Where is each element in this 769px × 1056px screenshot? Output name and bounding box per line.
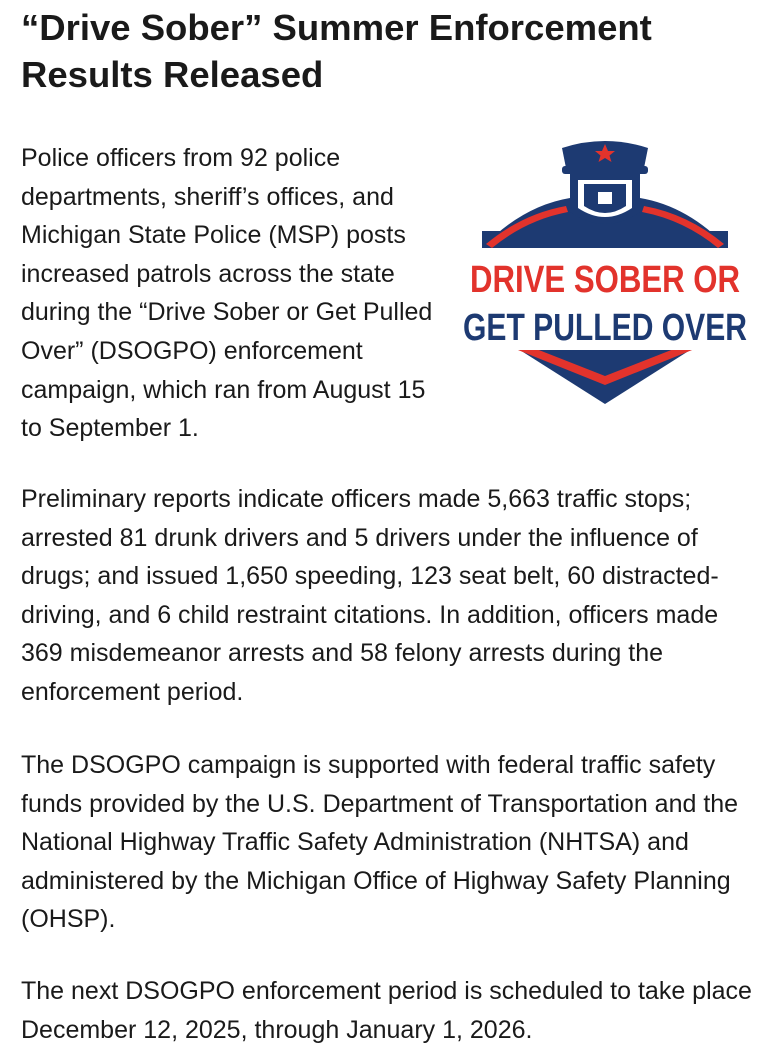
drive-sober-logo [462,136,748,406]
logo-line-2: GET PULLED OVER [463,307,747,349]
article-paragraph: Police officers from 92 police departments, sheriff’s offices, and Michigan State Police (MSP) posts increased patrols across the state during the “Drive Sober or Get Pulled Over” (DSOGPO) enforcement campaign, which ran from August 15 to September 1. [21,144,433,443]
page-title: “Drive Sober” Summer Enforcement Results Released [21,7,652,95]
logo-line-1: DRIVE SOBER OR [470,259,740,301]
article-paragraph: The next DSOGPO enforcement period is scheduled to take place December 12, 2025, through January 1, 2026. [21,977,752,1044]
officer-chin [598,192,612,204]
article-paragraph: Preliminary reports indicate officers made 5,663 traffic stops; arrested 81 drunk drivers and 5 drivers under the influence of drugs; and issued 1,650 speeding, 123 seat belt, 60 distracted-driving, and 6 child restraint citations. In addition, officers made 369 misdemeanor arrests and 58 felony arrests during the enforcement period. [21,485,719,706]
hat-brim [562,166,648,174]
article-paragraph: The DSOGPO campaign is supported with federal traffic safety funds provided by the U.S. Department of Transportation and the National Highway Traffic Safety Administration (NHTSA) and administered by the Michigan Office of Highway Safety Planning (OHSP). [21,751,739,934]
